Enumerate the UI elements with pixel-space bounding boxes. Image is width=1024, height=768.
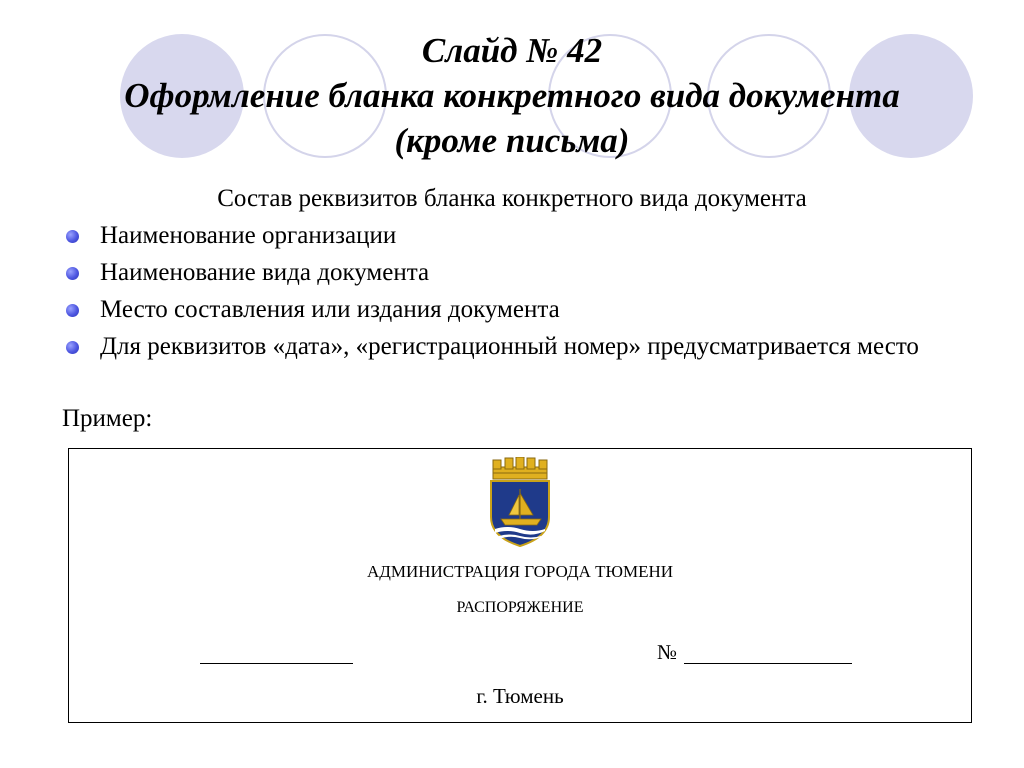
form-example-box <box>68 448 972 723</box>
bullet-icon <box>66 304 79 317</box>
registration-number-field-line <box>684 663 852 664</box>
date-field-line <box>200 663 353 664</box>
list-item <box>62 295 982 325</box>
example-label: Пример: <box>62 405 153 432</box>
bullet-icon <box>66 230 79 243</box>
tyumen-coat-of-arms-icon <box>485 457 555 547</box>
list-item <box>62 332 982 362</box>
place-of-issue: г. Тюмень <box>476 684 564 708</box>
slide-title-line-2: Оформление бланка конкретного вида документа <box>124 76 900 115</box>
slide-title-line-3: (кроме письма) <box>394 121 630 160</box>
slide-subtitle: Состав реквизитов бланка конкретного вида документа <box>217 185 807 212</box>
list-item <box>62 258 982 288</box>
document-type: РАСПОРЯЖЕНИЕ <box>456 599 584 616</box>
slide-title-line-1: Слайд № 42 <box>421 31 603 70</box>
requisites-list <box>62 221 982 369</box>
list-item-text: Место составления или издания документа <box>100 296 560 323</box>
list-item-text: Наименование вида документа <box>100 259 430 286</box>
bullet-icon <box>66 267 79 280</box>
bullet-icon <box>66 341 79 354</box>
number-sign: № <box>657 640 678 664</box>
organization-name: АДМИНИСТРАЦИЯ ГОРОДА ТЮМЕНИ <box>366 562 674 581</box>
slide-title <box>0 28 1024 163</box>
list-item-text: Наименование организации <box>100 222 397 249</box>
list-item <box>62 221 982 251</box>
list-item-text: Для реквизитов «дата», «регистрационный номер» предусматривается место <box>100 333 919 360</box>
